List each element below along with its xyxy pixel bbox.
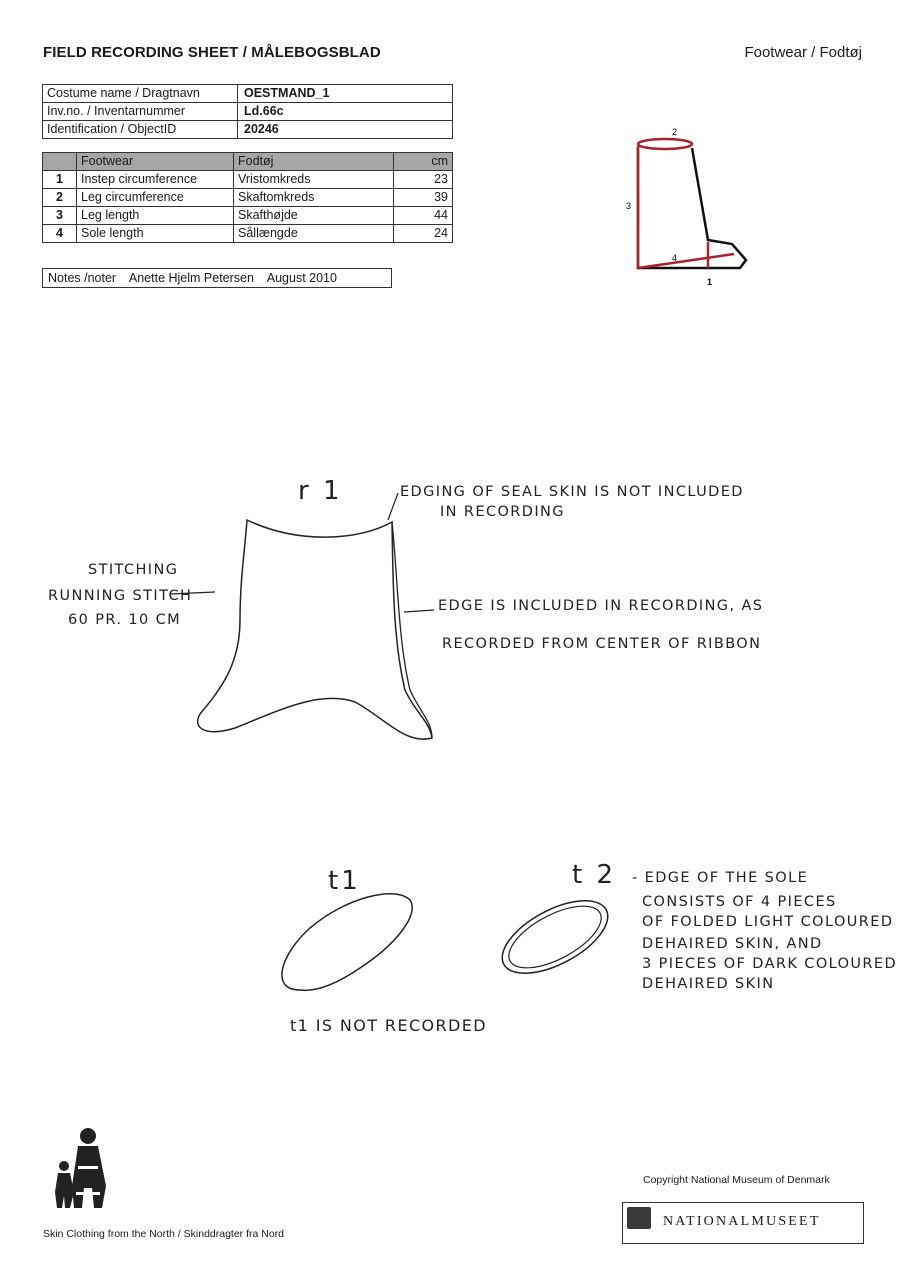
row-cm: 39 — [394, 189, 453, 207]
row-english: Leg circumference — [77, 189, 234, 207]
stitching-note-line3: 60 PR. 10 CM — [68, 612, 182, 628]
t2-note-line3: OF FOLDED LIGHT COLOURED — [642, 914, 894, 930]
edge-note-line2: RECORDED FROM CENTER OF RIBBON — [442, 636, 762, 652]
row-cm: 23 — [394, 171, 453, 189]
edging-note-line2: IN RECORDING — [440, 504, 565, 520]
project-logo — [48, 1126, 128, 1216]
t2-note-line6: DEHAIRED SKIN — [642, 976, 775, 992]
row-num: 1 — [43, 171, 77, 189]
notes-date: August 2010 — [266, 271, 337, 285]
row-danish: Skaftomkreds — [234, 189, 394, 207]
row-num: 4 — [43, 225, 77, 243]
info-label: Costume name / Dragtnavn — [43, 85, 238, 103]
row-danish: Sållængde — [234, 225, 394, 243]
info-value: OESTMAND_1 — [238, 85, 453, 103]
t2-note-line4: DEHAIRED SKIN, AND — [642, 936, 823, 952]
copyright-text: Copyright National Museum of Denmark — [643, 1174, 830, 1186]
sheet-category: Footwear / Fodtøj — [744, 44, 862, 61]
piece-r1-outline — [198, 520, 432, 739]
stitching-note-line1: STITCHING — [88, 562, 179, 578]
notes-author: Anette Hjelm Petersen — [128, 271, 254, 285]
diagram-label-2: 2 — [672, 127, 678, 137]
edge-note-line1: EDGE IS INCLUDED IN RECORDING, AS — [438, 598, 764, 614]
notes-label: Notes /noter — [48, 271, 117, 285]
row-num: 3 — [43, 207, 77, 225]
t2-note-line5: 3 PIECES OF DARK COLOURED — [642, 956, 898, 972]
diagram-label-4: 4 — [672, 253, 678, 263]
info-label: Inv.no. / Inventarnummer — [43, 103, 238, 121]
info-value: 20246 — [238, 121, 453, 139]
row-english: Instep circumference — [77, 171, 234, 189]
row-danish: Vristomkreds — [234, 171, 394, 189]
row-english: Sole length — [77, 225, 234, 243]
header-english: Footwear — [77, 153, 234, 171]
row-cm: 24 — [394, 225, 453, 243]
t2-note-line1: - EDGE OF THE SOLE — [632, 870, 809, 886]
label-t1: t1 — [328, 866, 361, 896]
t2-note-line2: CONSISTS OF 4 PIECES — [642, 894, 837, 910]
header-unit: cm — [394, 153, 453, 171]
row-english: Leg length — [77, 207, 234, 225]
museum-name: NATIONALMUSEET — [663, 1214, 821, 1229]
piece-r1-edge — [392, 522, 432, 738]
sheet-title: FIELD RECORDING SHEET / MÅLEBOGSBLAD — [43, 44, 381, 61]
edge-pointer — [404, 610, 434, 612]
header-danish: Fodtøj — [234, 153, 394, 171]
crown-crest-icon — [627, 1207, 651, 1229]
t1-note: t1 IS NOT RECORDED — [290, 1016, 487, 1035]
diagram-label-1: 1 — [707, 277, 713, 287]
edging-pointer — [388, 493, 398, 520]
museum-logo-box — [622, 1202, 864, 1244]
row-danish: Skafthøjde — [234, 207, 394, 225]
label-r1: r 1 — [298, 476, 343, 506]
row-num: 2 — [43, 189, 77, 207]
piece-t1-outline — [282, 894, 412, 991]
info-label: Identification / ObjectID — [43, 121, 238, 139]
piece-t2-outline — [491, 886, 619, 988]
stitching-note-line2: RUNNING STITCH — [48, 588, 193, 604]
project-name: Skin Clothing from the North / Skinddragter fra Nord — [43, 1228, 285, 1240]
info-value: Ld.66c — [238, 103, 453, 121]
row-cm: 44 — [394, 207, 453, 225]
diagram-label-3: 3 — [626, 201, 632, 211]
label-t2: t 2 — [572, 860, 617, 890]
edging-note-line1: EDGING OF SEAL SKIN IS NOT INCLUDED — [400, 484, 744, 500]
